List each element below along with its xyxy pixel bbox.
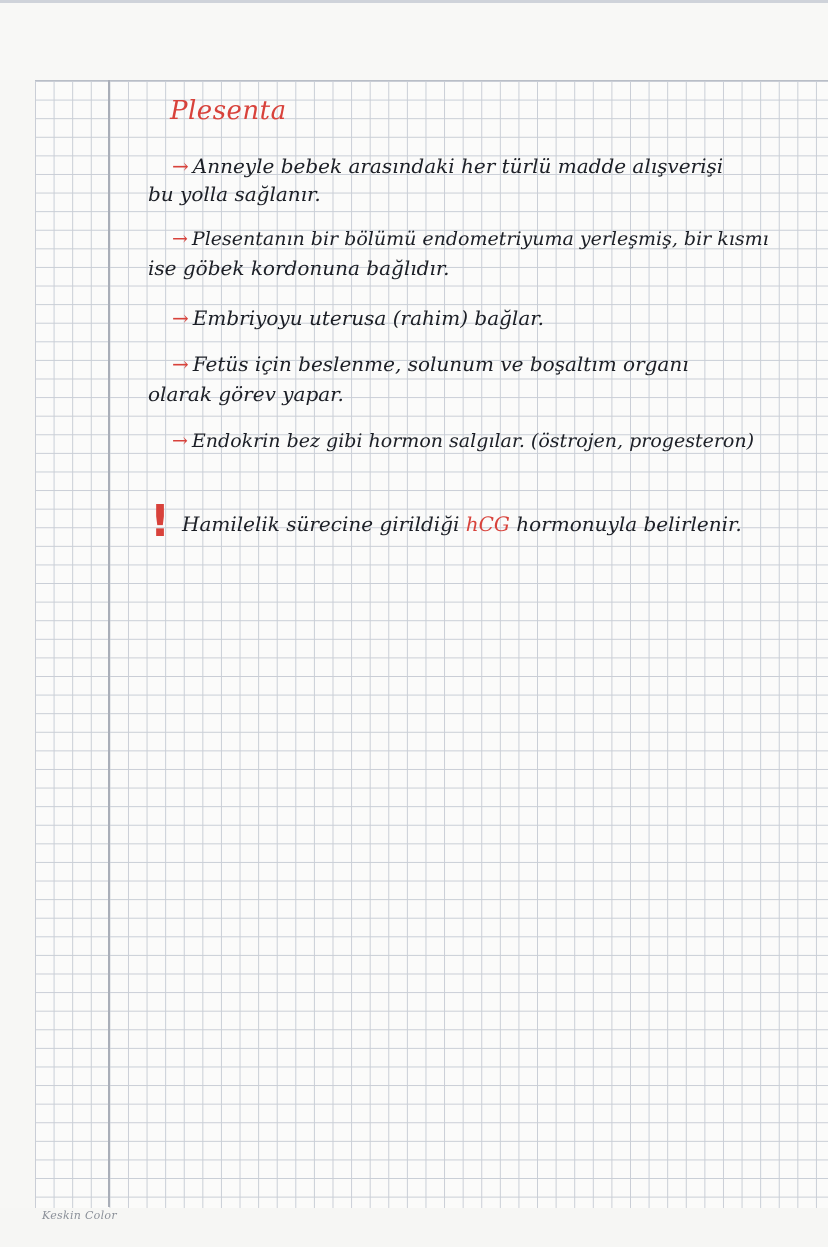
- note-1-line-2: bu yolla sağlanır.: [148, 182, 321, 206]
- arrow-icon: →: [172, 352, 189, 376]
- arrow-icon: →: [172, 306, 189, 330]
- brand-logo: Keskin Color: [42, 1209, 117, 1222]
- page-title: Plesenta: [170, 96, 287, 126]
- note-4-line-2: olarak görev yapar.: [148, 382, 344, 406]
- exclamation-icon: !: [150, 496, 171, 547]
- note-4-text: Fetüs için beslenme, solunum ve boşaltım organı: [192, 352, 689, 376]
- top-edge: [0, 0, 828, 3]
- warning-text-before: Hamilelik sürecine girildiği: [182, 512, 466, 536]
- note-5-text: Endokrin bez gibi hormon salgılar. (östrojen, progesteron): [191, 430, 755, 452]
- arrow-icon: →: [172, 430, 188, 452]
- note-4-line-1: [172, 352, 689, 376]
- hcg-highlight: hCG: [465, 512, 510, 536]
- margin-line: [108, 80, 110, 1207]
- note-1-line-1: [172, 154, 723, 178]
- warning-text-after: hormonuyla belirlenir.: [509, 512, 742, 536]
- arrow-icon: →: [172, 228, 188, 250]
- bottom-margin: [0, 1208, 828, 1247]
- note-3-line-1: [172, 306, 544, 330]
- note-3-text: Embriyoyu uterusa (rahim) bağlar.: [192, 306, 544, 330]
- note-2-line-2: ise göbek kordonuna bağlıdır.: [148, 256, 450, 280]
- note-2-line-1: [172, 228, 769, 250]
- note-5-line-1: [172, 430, 754, 452]
- note-1-text: Anneyle bebek arasındaki her türlü madde alışverişi: [192, 154, 724, 178]
- arrow-icon: →: [172, 154, 189, 178]
- warning-note: [182, 512, 742, 536]
- note-2-text: Plesentanın bir bölümü endometriyuma yerleşmiş, bir kısmı: [191, 228, 769, 250]
- top-margin: [0, 0, 828, 80]
